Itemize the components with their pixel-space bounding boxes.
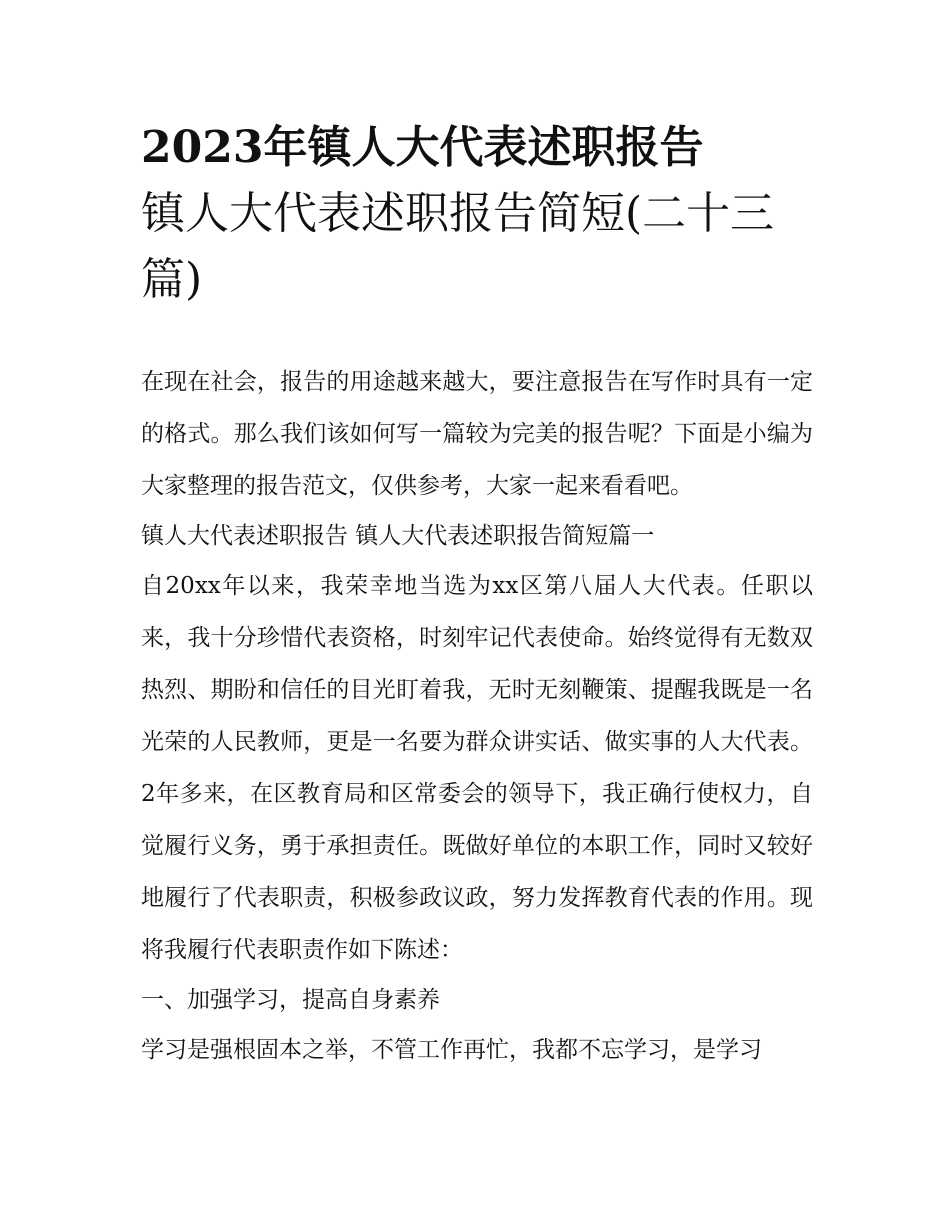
paragraph-2: 学习是强根固本之举，不管工作再忙，我都不忘学习，是学习 [141, 1037, 762, 1063]
title-line-1: 2023年镇人大代表述职报告 [141, 122, 704, 173]
paragraph-1: 自20xx年以来，我荣幸地当选为xx区第八届人大代表。任职以来，我十分珍惜代表资格，时刻牢记代表使命。始终觉得有无数双热烈、期盼和信任的目光盯着我，无时无刻鞭策、提醒我既是一名光荣的人民教师，更是一名要为群众讲实话、做实事的人大代表。2年多来，在区教育局和区常委会的领导下，我正确行使权力，自觉履行义务，勇于承担责任。既做好单位的本职工作，同时又较好地履行了代表职责，积极参政议政，努力发挥教育代表的作用。现将我履行代表职责作如下陈述： [141, 573, 813, 963]
subheading-1: 一、加强学习，提高自身素养 [141, 987, 440, 1013]
intro-paragraph: 在现在社会，报告的用途越来越大，要注意报告在写作时具有一定的格式。那么我们该如何写一篇较为完美的报告呢？下面是小编为大家整理的报告范文，仅供参考，大家一起来看看吧。 [141, 369, 813, 499]
document-title [141, 115, 821, 313]
section-title: 镇人大代表述职报告 镇人大代表述职报告简短篇一 [141, 523, 655, 549]
document-body [141, 356, 813, 1076]
title-line-2: 镇人大代表述职报告简短(二十三篇) [141, 188, 775, 305]
